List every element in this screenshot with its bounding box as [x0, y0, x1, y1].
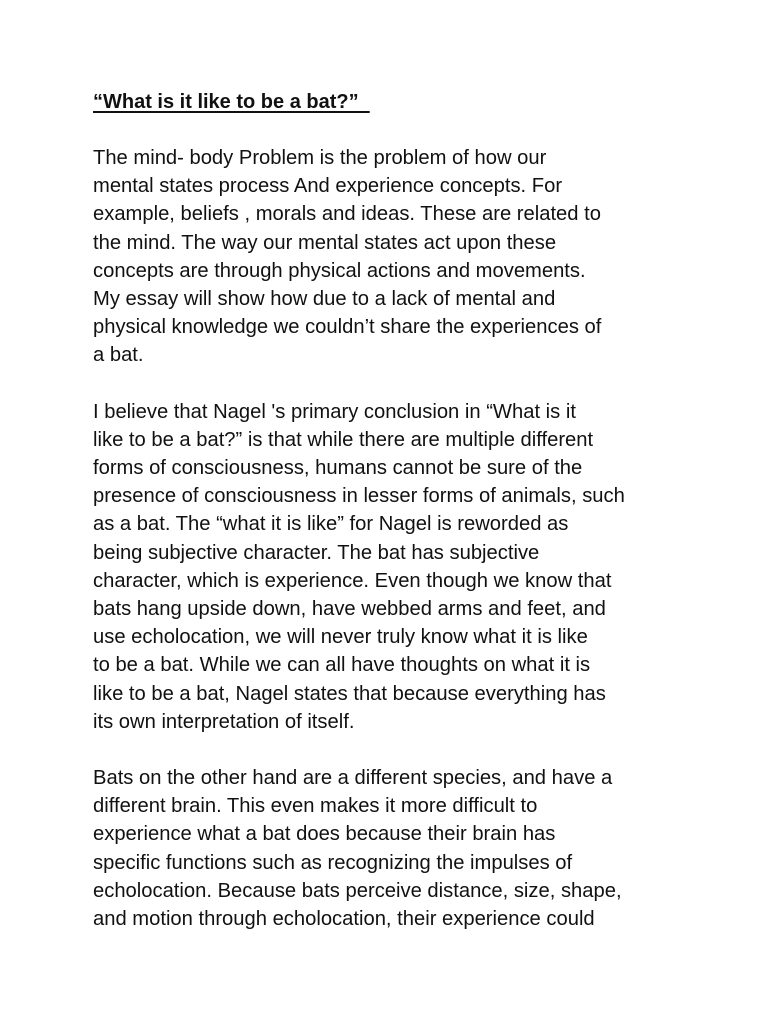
paragraph-line: The mind- body Problem is the problem of how our — [93, 147, 547, 169]
paragraph-line: experience what a bat does because their brain has — [93, 823, 556, 846]
paragraph-2 — [93, 398, 683, 736]
paragraph-line: example, beliefs , morals and ideas. These are related to — [93, 203, 601, 226]
paragraph-line: use echolocation, we will never truly know what it is like — [93, 626, 588, 649]
paragraph-line: I believe that Nagel 's primary conclusion in “What is it — [93, 400, 576, 423]
paragraph-line: the mind. The way our mental states act upon these — [93, 231, 557, 254]
paragraph-line: concepts are through physical actions and movements. — [93, 259, 586, 282]
paragraph-line: echolocation. Because bats perceive distance, size, shape, — [93, 879, 622, 902]
paragraph-line: specific functions such as recognizing the impulses of — [93, 851, 573, 874]
paragraph-line: character, which is experience. Even though we know that — [93, 569, 612, 592]
paragraph-line: being subjective character. The bat has subjective — [93, 541, 540, 564]
paragraph-line: like to be a bat?” is that while there are multiple different — [93, 428, 594, 451]
paragraph-line: a bat. — [93, 344, 144, 367]
paragraph-line: presence of consciousness in lesser forms of animals, such — [93, 485, 625, 508]
paragraph-line: its own interpretation of itself. — [93, 710, 355, 733]
paragraph-line: My essay will show how due to a lack of mental and — [93, 288, 556, 311]
document-body — [93, 88, 683, 933]
paragraph-line: different brain. This even makes it more difficult to — [93, 795, 538, 818]
paragraph-line: as a bat. The “what it is like” for Nagel is reworded as — [93, 513, 569, 536]
paragraph-line: physical knowledge we couldn’t share the experiences of — [93, 316, 602, 339]
paragraph-line: and motion through echolocation, their experience could — [93, 908, 595, 931]
paragraph-line: mental states process And experience concepts. For — [93, 175, 563, 198]
paragraph-line: bats hang upside down, have webbed arms and feet, and — [93, 598, 606, 621]
paragraph-line: forms of consciousness, humans cannot be sure of the — [93, 457, 583, 480]
paragraph-line: Bats on the other hand are a different species, and have a — [93, 767, 613, 790]
paragraph-line: to be a bat. While we can all have thoughts on what it is — [93, 654, 591, 677]
document-title: “What is it like to be a bat?” — [93, 91, 370, 113]
paragraph-1 — [93, 144, 683, 370]
paragraph-3 — [93, 764, 683, 933]
paragraph-line: like to be a bat, Nagel states that because everything has — [93, 682, 606, 705]
